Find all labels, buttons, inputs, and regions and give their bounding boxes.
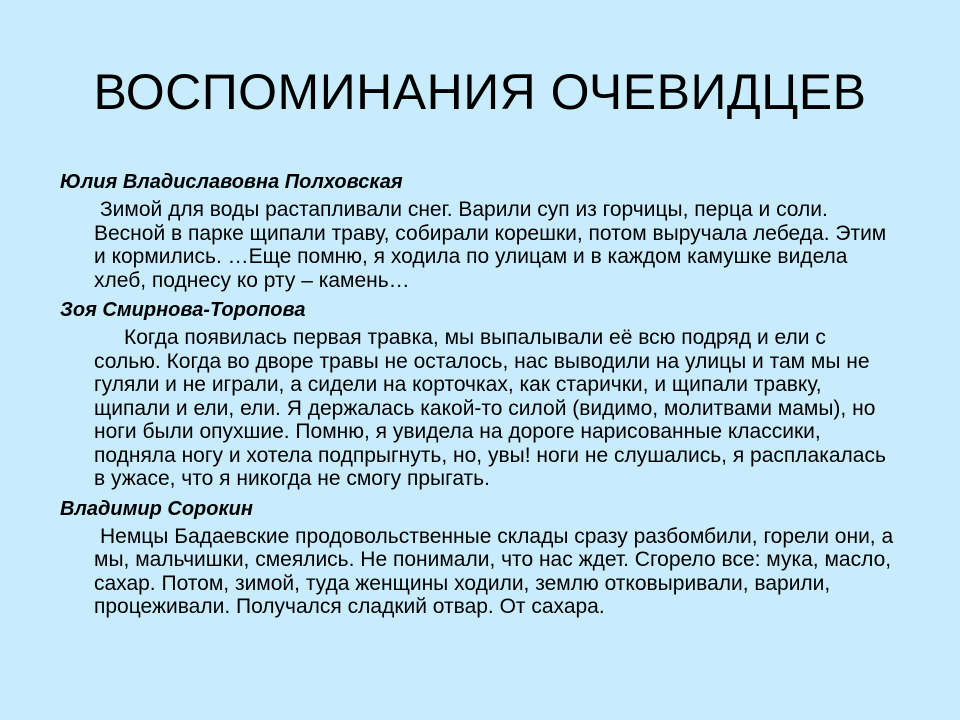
- entry-text: Зимой для воды растапливали снег. Варили суп из горчицы, перца и соли. Весной в парке щипали траву, собирали корешки, потом выручала лебеда. Этим и кормились. …Еще помню, я ходила по улицам и в каждом камушке видела хлеб, поднесу ко рту – камень…: [94, 198, 887, 292]
- entry-text: Немцы Бадаевские продовольственные склады сразу разбомбили, горели они, а мы, мальчишки, смеялись. Не понимали, что нас ждет. Сгорело все: мука, масло, сахар. Потом, зимой, туда женщины ходили, землю отковыривали, варили, процеживали. Получался сладкий отвар. От сахара.: [94, 524, 894, 618]
- entry-author: Зоя Смирнова-Торопова: [60, 299, 306, 321]
- entry-author: Юлия Владиславовна Полховская: [60, 171, 403, 193]
- entry-text: Когда появилась первая травка, мы выпалывали её всю подряд и ели с солью. Когда во дворе травы не осталось, нас выводили на улицы и там мы не гуляли и не играли, а сидели на корточках, как старички, и щипали травку, щипали и ели, ели. Я держалась какой-то силой (видимо, молитвами мамы), но ноги были опухшие. Помню, я увидела на дороге нарисованные классики, подняла ногу и хотела подпрыгнуть, но, увы! ноги не слушались, я расплакалась в ужасе, что я никогда не смогу прыгать.: [94, 326, 886, 490]
- slide-content: [60, 170, 910, 625]
- slide-title: ВОСПОМИНАНИЯ ОЧЕВИДЦЕВ: [93, 64, 867, 120]
- entry-author: Владимир Сорокин: [60, 497, 253, 520]
